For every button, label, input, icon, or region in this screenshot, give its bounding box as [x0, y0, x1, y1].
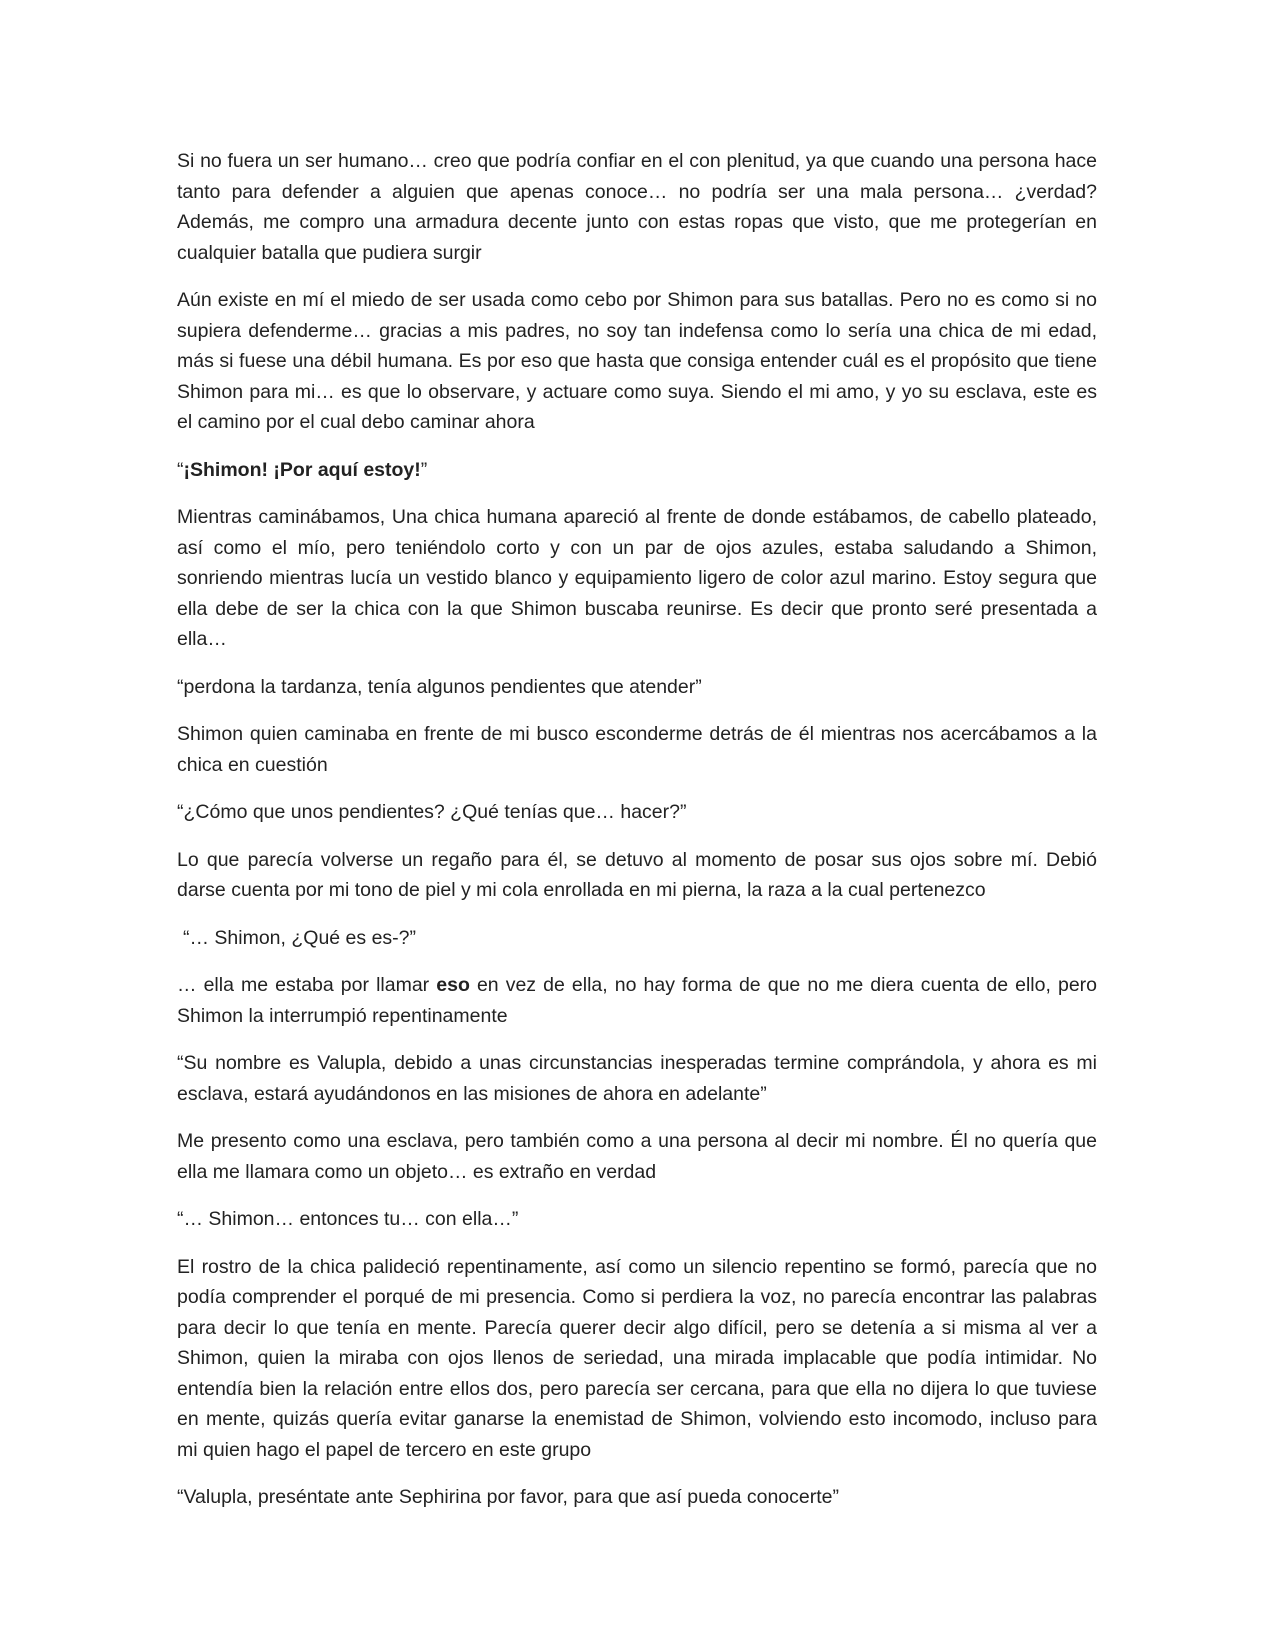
paragraph-2: Aún existe en mí el miedo de ser usada como cebo por Shimon para sus batallas. Pero no es como si no supiera defenderme… gracias a mis padres, no soy tan indefensa como lo sería una chica de mi edad, más si fuese una débil humana. Es por eso que hasta que consiga entender cuál es el propósito que tiene Shimon para mi… es que lo observare, y actuare como suya. Siendo el mi amo, y yo su esclava, este es el camino por el cual debo caminar ahora — [177, 289, 1097, 433]
dialogue-9: “… Shimon, ¿Qué es es-?” — [183, 926, 416, 949]
dialogue-13: “… Shimon… entonces tu… con ella…” — [177, 1208, 519, 1230]
dialogue-shimon-greeting — [177, 455, 1097, 486]
bold-dialogue: ¡Shimon! ¡Por aquí estoy! — [183, 458, 421, 481]
paragraph-6: Shimon quien caminaba en frente de mi busco esconderme detrás de él mientras nos acercábamos a la chica en cuestión — [177, 723, 1097, 776]
paragraph-10-before: … ella me estaba por llamar — [177, 974, 437, 996]
paragraph-10-bold: eso — [436, 974, 470, 996]
paragraph-1: Si no fuera un ser humano… creo que podría confiar en el con plenitud, ya que cuando una persona hace tanto para defender a alguien que apenas conoce… no podría ser una mala persona… ¿verdad? Además, me compro una armadura decente junto con estas ropas que visto, que me protegerían en cualquier batalla que pudiera surgir — [177, 150, 1097, 264]
paragraph-10 — [177, 970, 1097, 1031]
document-body — [177, 146, 1097, 1530]
paragraph-12: Me presento como una esclava, pero también como a una persona al decir mi nombre. Él no quería que ella me llamara como un objeto… es extraño en verdad — [177, 1130, 1097, 1183]
dialogue-15: “Valupla, preséntate ante Sephirina por favor, para que así pueda conocerte” — [177, 1486, 839, 1508]
paragraph-4: Mientras caminábamos, Una chica humana apareció al frente de donde estábamos, de cabello plateado, así como el mío, pero teniéndolo corto y con un par de ojos azules, estaba saludando a Shimon, sonriendo mientras lucía un vestido blanco y equipamiento ligero de color azul marino. Estoy segura que ella debe de ser la chica con la que Shimon buscaba reunirse. Es decir que pronto seré presentada a ella… — [177, 506, 1097, 650]
dialogue-11: “Su nombre es Valupla, debido a unas circunstancias inesperadas termine comprándola, y ahora es mi esclava, estará ayudándonos en las misiones de ahora en adelante” — [177, 1052, 1097, 1105]
paragraph-10-after: en vez de ella, no hay forma de que no me diera cuenta de ello, pero Shimon la interrumpió repentinamente — [177, 974, 1097, 1027]
dialogue-5: “perdona la tardanza, tenía algunos pendientes que atender” — [177, 675, 702, 698]
paragraph-8: Lo que parecía volverse un regaño para él, se detuvo al momento de posar sus ojos sobre mí. Debió darse cuenta por mi tono de piel y mi cola enrollada en mi pierna, la raza a la cual pertenezco — [177, 848, 1097, 901]
dialogue-7: “¿Cómo que unos pendientes? ¿Qué tenías que… hacer?” — [177, 801, 687, 823]
open-quote: “ — [177, 458, 184, 481]
close-quote: ” — [420, 458, 428, 481]
paragraph-14: El rostro de la chica palideció repentinamente, así como un silencio repentino se formó, parecía que no podía comprender el porqué de mi presencia. Como si perdiera la voz, no parecía encontrar las palabras para decir lo que tenía en mente. Parecía querer decir algo difícil, pero se detenía a si misma al ver a Shimon, quien la miraba con ojos llenos de seriedad, una mirada implacable que podía intimidar. No entendía bien la relación entre ellos dos, pero parecía ser cercana, para que ella no dijera lo que tuviese en mente, quizás quería evitar ganarse la enemistad de Shimon, volviendo esto incomodo, incluso para mi quien hago el papel de tercero en este grupo — [177, 1255, 1097, 1461]
